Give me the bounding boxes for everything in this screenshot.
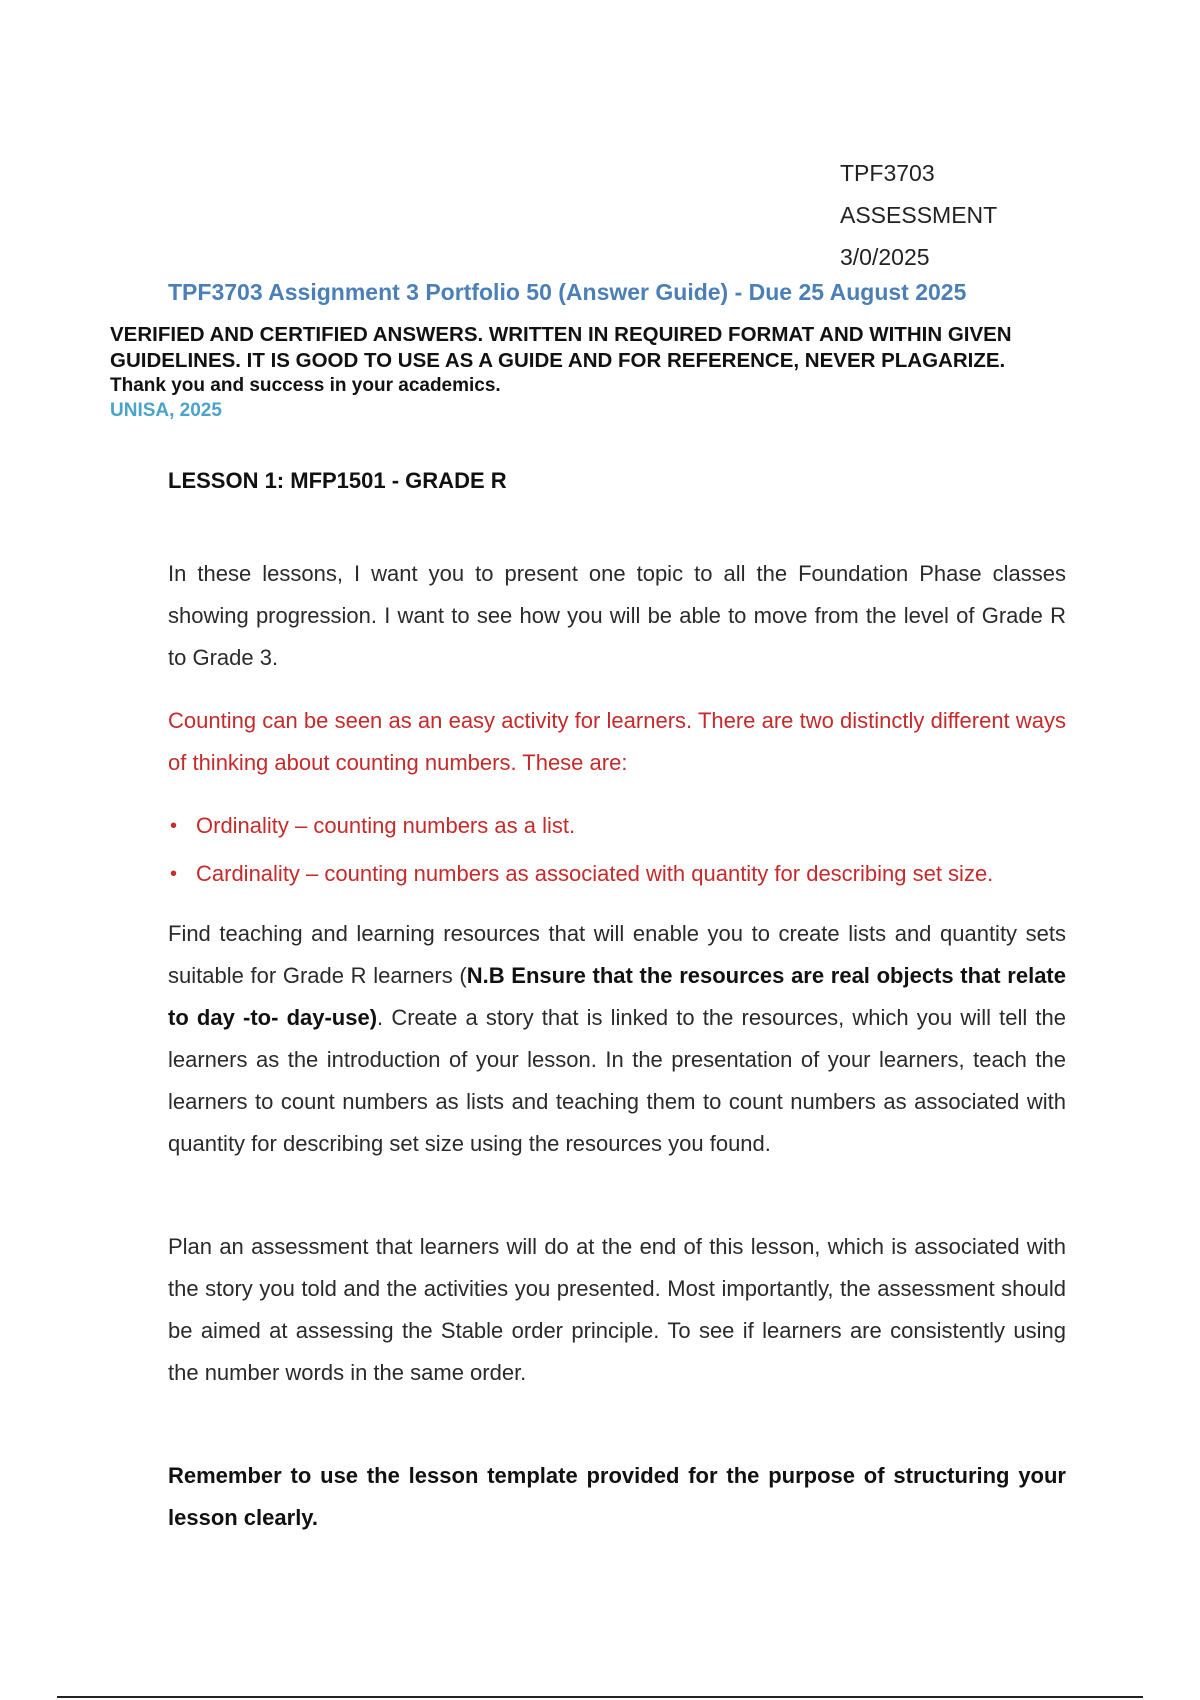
bullet-dot-icon: • bbox=[170, 863, 178, 885]
module-code: TPF3703 bbox=[840, 160, 935, 186]
assessment-paragraph: Plan an assessment that learners will do at the end of this lesson, which is associated with the story you told and the activities you presented. Most importantly, the assessment should be aimed at assessing the Stable order principle. To see if learners are consistently using the number words in the same order. bbox=[168, 1234, 1066, 1385]
document-title: TPF3703 Assignment 3 Portfolio 50 (Answer Guide) - Due 25 August 2025 bbox=[168, 279, 967, 305]
document-type: ASSESSMENT bbox=[840, 202, 998, 228]
lesson-heading: LESSON 1: MFP1501 - GRADE R bbox=[168, 468, 507, 493]
verification-text: VERIFIED AND CERTIFIED ANSWERS. WRITTEN IN REQUIRED FORMAT AND WITHIN GIVEN GUIDELINES. IT IS GOOD TO USE AS A GUIDE AND FOR REFERENCE, NEVER PLAGARIZE. bbox=[110, 323, 1012, 372]
verification-banner bbox=[110, 322, 1110, 424]
counting-bullet-list bbox=[168, 805, 1068, 901]
resources-note-bold: N.B Ensure that the resources are real objects that relate to day -to- day-use) bbox=[168, 963, 1066, 1030]
resources-paragraph bbox=[168, 913, 1066, 1165]
resources-text-start: Find teaching and learning resources that will enable you to create lists and quantity sets suitable for Grade R learners ( bbox=[168, 921, 1066, 988]
bullet-item-cardinality bbox=[168, 853, 1068, 901]
footer-divider bbox=[57, 1696, 1143, 1698]
header-block bbox=[840, 152, 997, 278]
reminder-paragraph: Remember to use the lesson template provided for the purpose of structuring your lesson clearly. bbox=[168, 1463, 1066, 1530]
bullet-item-ordinality bbox=[168, 805, 1068, 853]
unisa-label: UNISA, 2025 bbox=[110, 400, 222, 421]
counting-paragraph: Counting can be seen as an easy activity for learners. There are two distinctly different ways of thinking about counting numbers. These are: bbox=[168, 708, 1066, 775]
document-date: 3/0/2025 bbox=[840, 244, 930, 270]
bullet-dot-icon: • bbox=[170, 815, 178, 837]
bullet-text: Cardinality – counting numbers as associated with quantity for describing set size. bbox=[196, 861, 994, 886]
intro-paragraph: In these lessons, I want you to present one topic to all the Foundation Phase classes showing progression. I want to see how you will be able to move from the level of Grade R to Grade 3. bbox=[168, 561, 1066, 670]
thanks-text: Thank you and success in your academics. bbox=[110, 375, 501, 396]
resources-text-end: . Create a story that is linked to the resources, which you will tell the learners as the introduction of your lesson. In the presentation of your learners, teach the learners to count numbers as lists and teaching them to count numbers as associated with quantity for describing set size using the resources you found. bbox=[168, 1005, 1066, 1156]
bullet-text: Ordinality – counting numbers as a list. bbox=[196, 813, 576, 838]
